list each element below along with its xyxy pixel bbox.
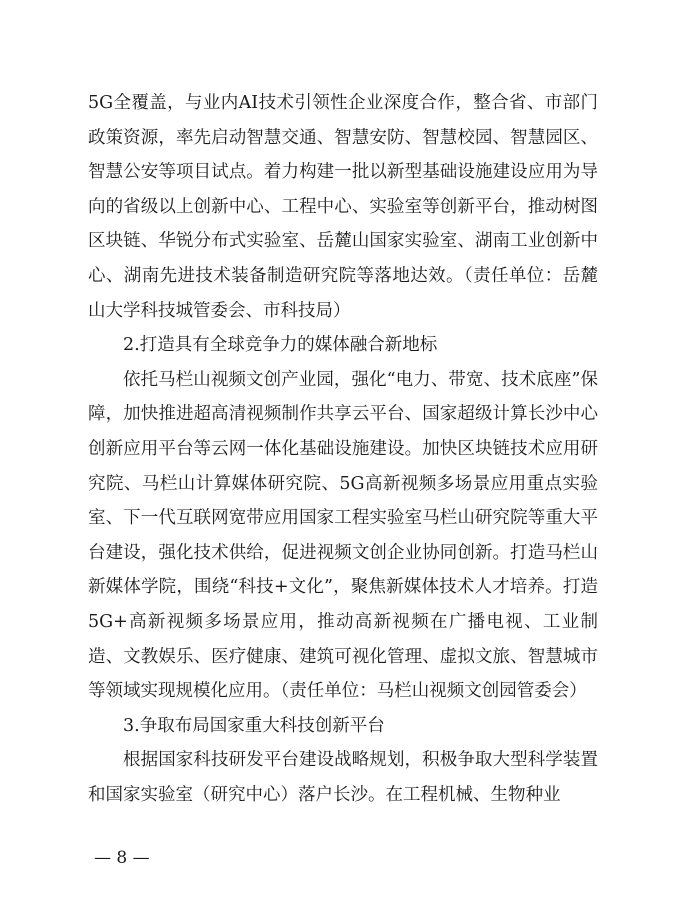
paragraph-3: 根据国家科技研发平台建设战略规划，积极争取大型科学装置和国家实验室（研究中心）落户长沙。在工程机械、生物种业	[88, 750, 598, 805]
page-number: — 8 —	[94, 848, 150, 868]
paragraph-1: 5G全覆盖，与业内AI技术引领性企业深度合作，整合省、市部门政策资源，率先启动智慧交通、智慧安防、智慧校园、智慧园区、智慧公安等项目试点。着力构建一批以新型基础设施建设应用为导向的省级以上创新中心、工程中心、实验室等创新平台，推动树图区块链、华锐分布式实验室、岳麓山国家实验室、湖南工业创新中心、湖南先进技术装备制造研究院等落地达效。（责任单位：岳麓山大学科技城管委会、市科技局）	[88, 93, 598, 321]
section-heading-3: 3.争取布局国家重大科技创新平台	[123, 715, 385, 736]
section-heading-2: 2.打造具有全球竞争力的媒体融合新地标	[123, 335, 438, 356]
document-body	[88, 86, 598, 812]
paragraph-2: 依托马栏山视频文创产业园，强化“电力、带宽、技术底座”保障，加快推进超高清视频制作共享云平台、国家超级计算长沙中心创新应用平台等云网一体化基础设施建设。加快区块链技术应用研究院、马栏山计算媒体研究院、5G高新视频多场景应用重点实验室、下一代互联网宽带应用国家工程实验室马栏山研究院等重大平台建设，强化技术供给，促进视频文创企业协同创新。打造马栏山新媒体学院，围绕“科技+文化”，聚焦新媒体技术人才培养。打造5G+高新视频多场景应用，推动高新视频在广播电视、工业制造、文教娱乐、医疗健康、建筑可视化管理、虚拟文旅、智慧城市等领域实现规模化应用。（责任单位：马栏山视频文创园管委会）	[88, 369, 598, 702]
